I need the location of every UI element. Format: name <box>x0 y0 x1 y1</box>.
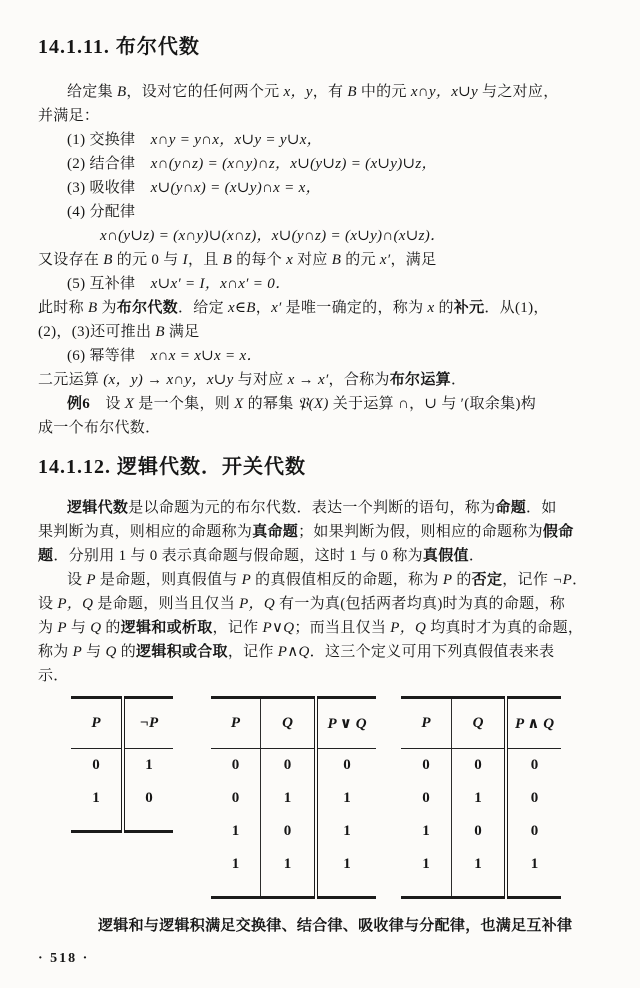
table-cell: 0 <box>123 782 173 815</box>
text-line: 成一个布尔代数． <box>38 420 161 436</box>
table-cell: 0 <box>316 749 376 783</box>
table-cell: 1 <box>316 815 376 848</box>
table-spacer-row <box>71 815 173 832</box>
table-cell: 1 <box>422 856 430 872</box>
table-cell: 1 <box>92 790 100 806</box>
table-cell: 1 <box>452 782 507 815</box>
table-header-cell: Q <box>452 698 507 749</box>
text-line: (2)，(3)还可推出 B 满足 <box>38 324 200 340</box>
table-cell: 0 <box>422 790 430 806</box>
table-row <box>211 749 376 783</box>
table-cell: 1 <box>231 856 240 872</box>
table-header-row <box>71 698 173 749</box>
table-spacer-row <box>211 881 376 898</box>
table-cell: 1 <box>261 848 317 881</box>
table-header-cell: P <box>71 698 123 749</box>
text-line: 又设存在 B 的元 0 与 I，且 B 的每个 x 对应 B 的元 x′，满足 <box>38 252 437 268</box>
table-cell: 1 <box>452 848 507 881</box>
table-cell: 1 <box>316 782 376 815</box>
table-header-cell: ¬P <box>123 698 173 749</box>
table-cell: 0 <box>506 782 561 815</box>
law-line-complement: (5) 互补律 x∪x′ = I，x∩x′ = 0． <box>67 276 291 292</box>
table-header-row <box>211 698 376 749</box>
law-line-commutative: (1) 交换律 x∩y = y∩x，x∪y = y∪x， <box>67 132 322 148</box>
table-cell: 0 <box>452 815 507 848</box>
law-line-idempotent: (6) 幂等律 x∩x = x∪x = x． <box>67 348 262 364</box>
table-cell: 1 <box>316 848 376 881</box>
text-line: 并满足： <box>38 108 100 124</box>
negation-truth-table <box>71 696 173 833</box>
table-row <box>401 815 561 848</box>
text-line: 逻辑代数是以命题为元的布尔代数．表达一个判断的语句，称为命题．如 <box>67 500 557 516</box>
text-line: 设 P，Q 是命题，则当且仅当 P，Q 有一为真(包括两者均真)时为真的命题，称 <box>38 596 566 612</box>
table-header-cell: P ∨ Q <box>316 698 376 749</box>
table-cell: 0 <box>506 815 561 848</box>
page-number: · 518 · <box>38 951 90 966</box>
table-header-cell: P ∧ Q <box>506 698 561 749</box>
formula-line: x∩(y∪z) = (x∩y)∪(x∩z)，x∪(y∩z) = (x∪y)∩(x∪z)． <box>100 228 446 244</box>
table-cell: 1 <box>231 823 240 839</box>
table-spacer-row <box>401 881 561 898</box>
table-cell: 0 <box>261 815 317 848</box>
table-row <box>211 782 376 815</box>
table-row <box>401 749 561 783</box>
table-row <box>71 782 173 815</box>
table-header-cell: P <box>401 698 452 749</box>
text-line: 为 P 与 Q 的逻辑和或析取，记作 P∨Q；而当且仅当 P，Q 均真时才为真的命题， <box>38 620 584 636</box>
section-heading-logic-algebra: 14.1.12. 逻辑代数．开关代数 <box>38 456 306 478</box>
table-header-cell: Q <box>261 698 317 749</box>
example-line: 例6 设 X 是一个集，则 X 的幂集 𝔓(X) 关于运算 ∩，∪ 与 ′(取余集)构 <box>67 396 537 412</box>
law-line-absorption: (3) 吸收律 x∪(y∩x) = (x∪y)∩x = x， <box>67 180 321 196</box>
law-line-distributive: (4) 分配律 <box>67 204 136 220</box>
text-line: 二元运算 (x，y) → x∩y，x∪y 与对应 x → x′，合称为布尔运算． <box>38 372 467 388</box>
table-row <box>211 848 376 881</box>
table-header-cell: P <box>211 698 261 749</box>
conjunction-truth-table <box>401 696 561 899</box>
text-line: 此时称 B 为布尔代数．给定 x∈B，x′ 是唯一确定的，称为 x 的补元．从(1)， <box>38 300 549 316</box>
summary-note: 逻辑和与逻辑积满足交换律、结合律、吸收律与分配律，也满足互补律 <box>98 918 573 934</box>
table-cell: 1 <box>506 848 561 881</box>
law-line-associative: (2) 结合律 x∩(y∩z) = (x∩y)∩z，x∪(y∪z) = (x∪y)∪z， <box>67 156 437 172</box>
table-cell: 0 <box>231 757 240 773</box>
text-line: 题．分别用 1 与 0 表示真命题与假命题，这时 1 与 0 称为真假值． <box>38 548 485 564</box>
table-cell: 0 <box>422 757 430 773</box>
table-cell: 0 <box>452 749 507 783</box>
text-line: 给定集 B，设对它的任何两个元 x，y，有 B 中的元 x∩y，x∪y 与之对应， <box>67 84 559 100</box>
text-line: 示． <box>38 668 69 684</box>
table-cell: 0 <box>261 749 317 783</box>
disjunction-truth-table <box>211 696 376 899</box>
page-content <box>38 34 590 967</box>
table-cell: 0 <box>231 790 240 806</box>
table-cell: 0 <box>506 749 561 783</box>
text-line: 称为 P 与 Q 的逻辑积或合取，记作 P∧Q．这三个定义可用下列真假值表来表 <box>38 644 555 660</box>
table-header-row <box>401 698 561 749</box>
table-cell: 1 <box>422 823 430 839</box>
section-heading-boolean-algebra: 14.1.11. 布尔代数 <box>38 36 200 58</box>
text-line: 果判断为真，则相应的命题称为真命题；如果判断为假，则相应的命题称为假命 <box>38 524 574 540</box>
table-cell: 1 <box>261 782 317 815</box>
text-line: 设 P 是命题，则真假值与 P 的真假值相反的命题，称为 P 的否定，记作 ¬P． <box>67 572 588 588</box>
table-cell: 0 <box>92 757 100 773</box>
table-row <box>211 815 376 848</box>
table-row <box>401 848 561 881</box>
table-row <box>71 749 173 783</box>
truth-tables-row <box>38 696 590 899</box>
table-cell: 1 <box>123 749 173 783</box>
table-row <box>401 782 561 815</box>
